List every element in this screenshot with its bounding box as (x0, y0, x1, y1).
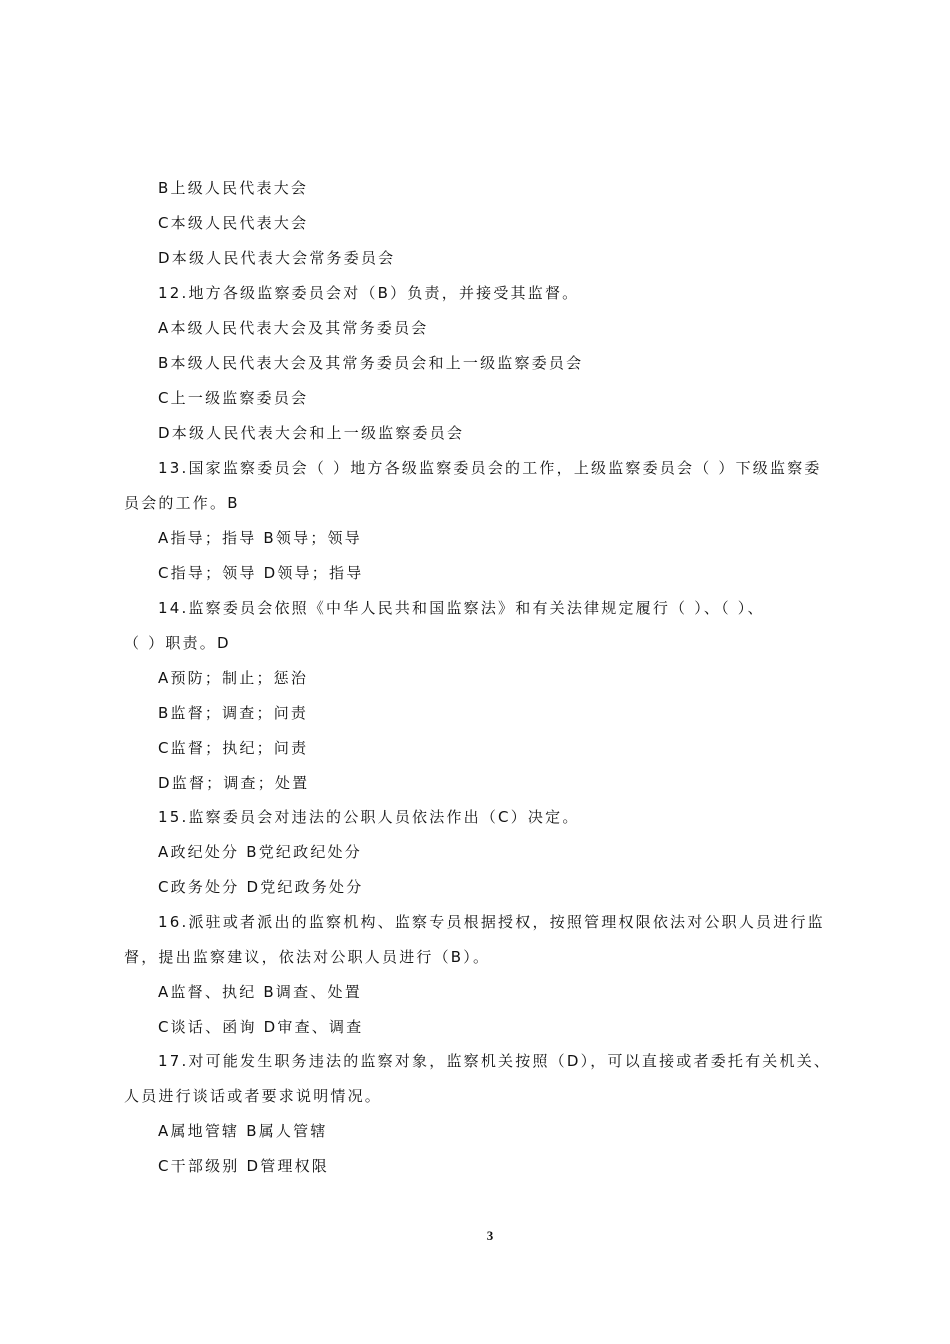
option-line: D本级人民代表大会常务委员会 (158, 249, 396, 267)
question-continuation: 人员进行谈话或者要求说明情况。 (124, 1087, 383, 1105)
question-line: 12.地方各级监察委员会对（B）负责，并接受其监督。 (158, 284, 580, 302)
option-line: C政务处分 D党纪政务处分 (158, 878, 364, 896)
option-line: D本级人民代表大会和上一级监察委员会 (158, 424, 465, 442)
question-line: 14.监察委员会依照《中华人民共和国监察法》和有关法律规定履行（ ）、（ ）、 (158, 599, 765, 617)
question-continuation: 员会的工作。B (124, 494, 240, 512)
option-line: B本级人民代表大会及其常务委员会和上一级监察委员会 (158, 354, 584, 372)
option-line: A政纪处分 B党纪政纪处分 (158, 843, 362, 861)
option-line: C谈话、函询 D审查、调查 (158, 1018, 364, 1036)
question-continuation: 督，提出监察建议，依法对公职人员进行（B）。 (124, 948, 491, 966)
question-line: 15.监察委员会对违法的公职人员依法作出（C）决定。 (158, 808, 580, 826)
option-line: B上级人民代表大会 (158, 179, 309, 197)
option-line: A属地管辖 B属人管辖 (158, 1122, 328, 1140)
option-line: C本级人民代表大会 (158, 214, 309, 232)
question-line: 13.国家监察委员会（ ）地方各级监察委员会的工作，上级监察委员会（ ）下级监察委 (158, 459, 822, 477)
option-line: B监督；调查；问责 (158, 704, 309, 722)
option-line: A指导；指导 B领导；领导 (158, 529, 362, 547)
option-line: A预防；制止；惩治 (158, 669, 309, 687)
question-line: 17.对可能发生职务违法的监察对象，监察机关按照（D），可以直接或者委托有关机关、 (158, 1052, 832, 1070)
question-continuation: （ ）职责。D (124, 634, 231, 652)
question-line: 16.派驻或者派出的监察机构、监察专员根据授权，按照管理权限依法对公职人员进行监 (158, 913, 825, 931)
option-line: C干部级别 D管理权限 (158, 1157, 329, 1175)
option-line: C监督；执纪；问责 (158, 739, 309, 757)
option-line: C上一级监察委员会 (158, 389, 309, 407)
page-number: 3 (486, 1228, 494, 1243)
option-line: A监督、执纪 B调查、处置 (158, 983, 362, 1001)
option-line: C指导；领导 D领导；指导 (158, 564, 364, 582)
option-line: A本级人民代表大会及其常务委员会 (158, 319, 429, 337)
option-line: D监督；调查；处置 (158, 774, 310, 792)
